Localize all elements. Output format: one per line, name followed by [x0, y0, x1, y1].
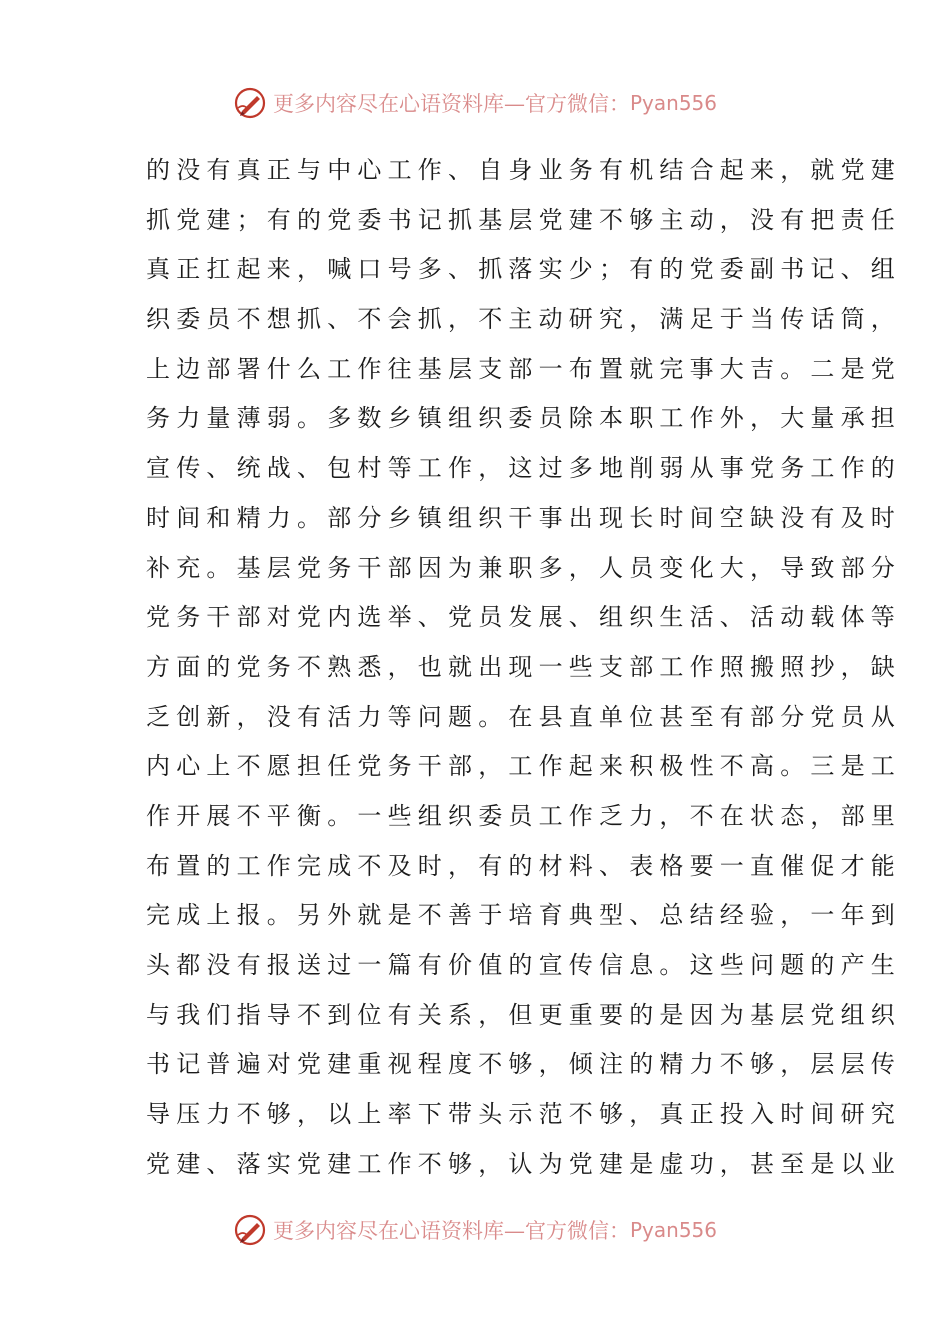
body-line: 的没有真正与中心工作、自身业务有机结合起来，就党建	[146, 156, 901, 184]
body-line: 书记普遍对党建重视程度不够，倾注的精力不够，层层传	[146, 1050, 901, 1079]
header-banner-text: 更多内容尽在心语资料库—官方微信：	[272, 92, 630, 116]
document-body	[146, 146, 901, 1189]
body-line: 作开展不平衡。一些组织委员工作乏力，不在状态，部里	[146, 801, 901, 830]
body-line: 党建、落实党建工作不够，认为党建是虚功，甚至是以业	[146, 1149, 901, 1178]
body-line: 织委员不想抓、不会抓，不主动研究，满足于当传话筒，	[146, 305, 901, 334]
body-line: 务力量薄弱。多数乡镇组织委员除本职工作外，大量承担	[146, 404, 901, 433]
body-line: 时间和精力。部分乡镇组织干事出现长时间空缺没有及时	[146, 503, 901, 532]
body-line: 党务干部对党内选举、党员发展、组织生活、活动载体等	[146, 603, 901, 632]
footer-banner-text: 更多内容尽在心语资料库—官方微信：	[272, 1219, 630, 1243]
footer-wechat-id: Pyan556	[629, 1218, 717, 1242]
body-line: 导压力不够，以上率下带头示范不够，真正投入时间研究	[146, 1100, 901, 1129]
body-line: 布置的工作完成不及时，有的材料、表格要一直催促才能	[146, 851, 901, 880]
body-line: 头都没有报送过一篇有价值的宣传信息。这些问题的产生	[146, 951, 901, 979]
body-line: 抓党建；有的党委书记抓基层党建不够主动，没有把责任	[146, 205, 901, 234]
pen-circle-logo-icon	[233, 86, 267, 120]
header-wechat-id: Pyan556	[629, 91, 717, 115]
pen-circle-logo-icon	[233, 1213, 267, 1247]
body-line: 乏创新，没有活力等问题。在县直单位甚至有部分党员从	[146, 702, 901, 731]
body-line: 方面的党务不熟悉，也就出现一些支部工作照搬照抄，缺	[146, 652, 901, 681]
body-line: 完成上报。另外就是不善于培育典型、总结经验，一年到	[146, 901, 901, 930]
body-line: 内心上不愿担任党务干部，工作起来积极性不高。三是工	[146, 752, 901, 781]
body-line: 上边部署什么工作往基层支部一布置就完事大吉。二是党	[146, 354, 901, 383]
body-line: 真正扛起来，喊口号多、抓落实少；有的党委副书记、组	[146, 255, 901, 284]
header-banner	[0, 83, 950, 123]
body-line: 补充。基层党务干部因为兼职多，人员变化大，导致部分	[146, 553, 901, 582]
footer-banner	[0, 1210, 950, 1250]
body-line: 与我们指导不到位有关系，但更重要的是因为基层党组织	[146, 1000, 901, 1029]
body-line: 宣传、统战、包村等工作，这过多地削弱从事党务工作的	[146, 454, 901, 483]
